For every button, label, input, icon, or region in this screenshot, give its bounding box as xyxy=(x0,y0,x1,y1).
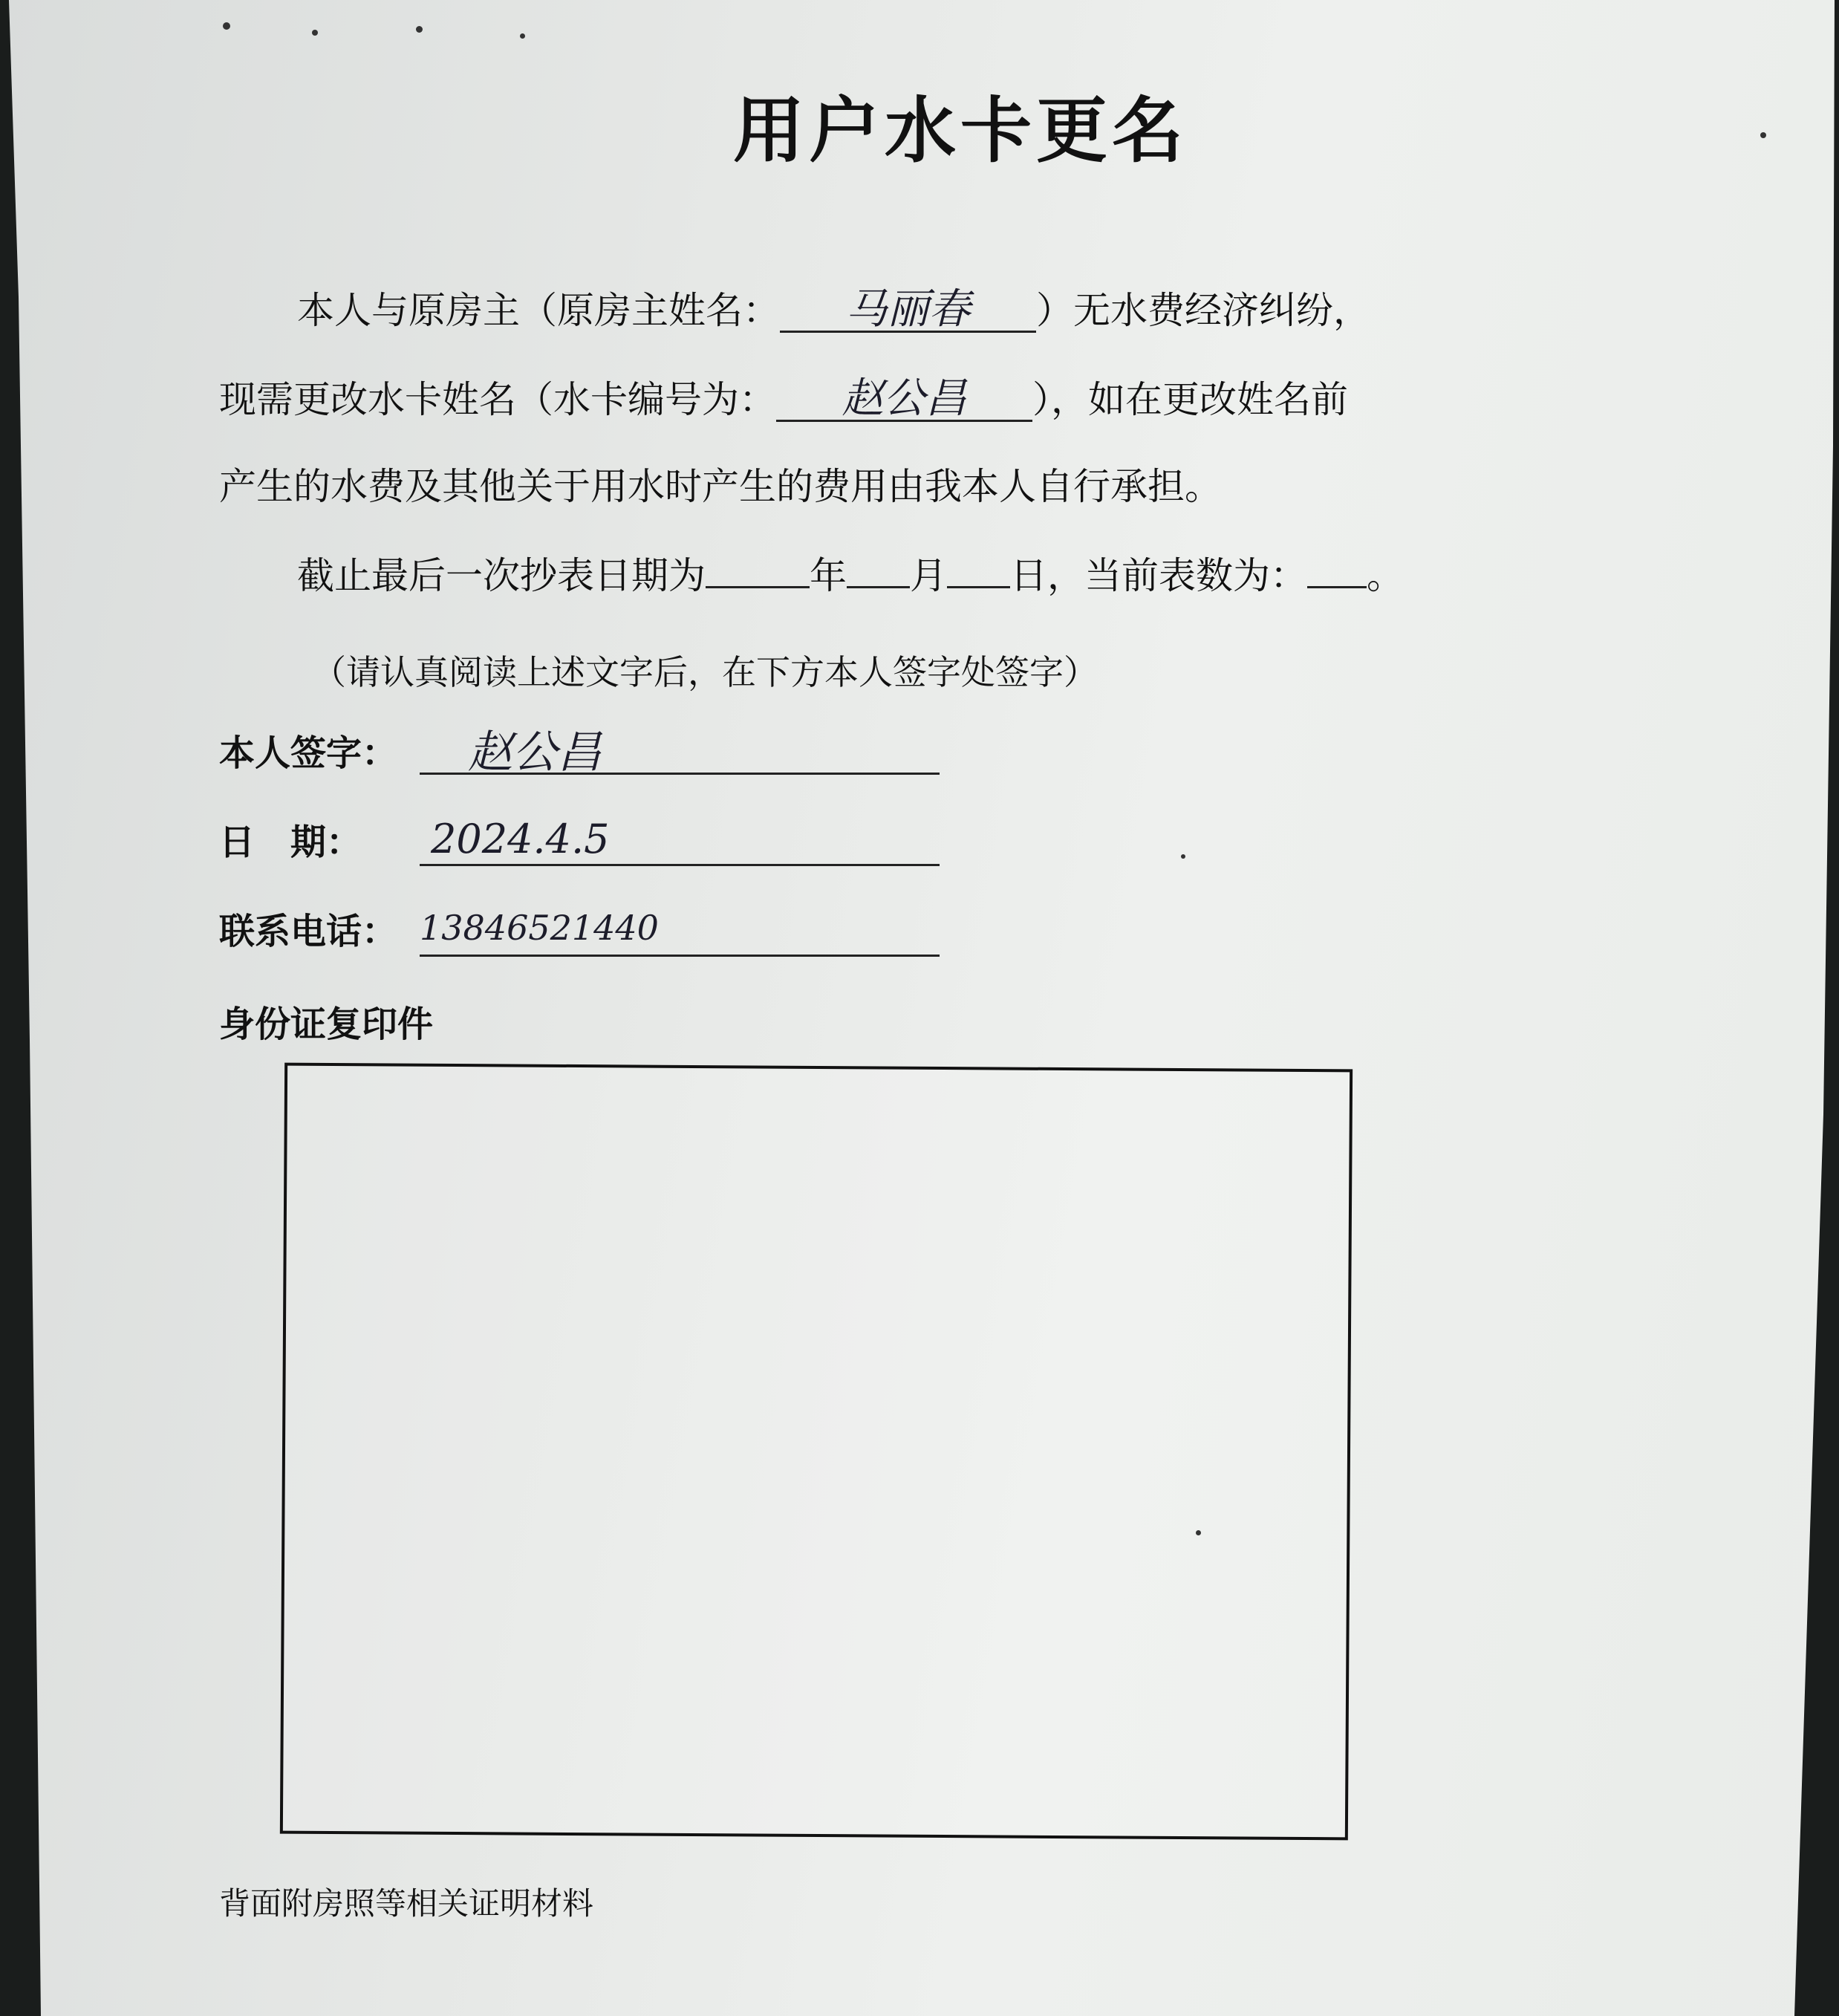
signature-value[interactable]: 赵公昌 xyxy=(468,726,602,778)
paragraph-1-line-2 xyxy=(219,374,1348,423)
text-before-owner: 本人与原房主（原房主姓名： xyxy=(297,289,780,332)
text-after-card: ），如在更改姓名前 xyxy=(1032,378,1348,421)
scan-speck xyxy=(1760,132,1766,138)
meter-day-blank[interactable] xyxy=(947,556,1010,588)
scan-speck xyxy=(1196,1530,1201,1535)
scan-speck xyxy=(1181,854,1185,859)
id-copy-box xyxy=(280,1063,1353,1841)
phone-line xyxy=(420,955,940,957)
scan-speck xyxy=(312,30,318,36)
meter-end: 。 xyxy=(1367,554,1404,597)
year-label: 年 xyxy=(810,554,847,597)
phone-label: 联系电话： xyxy=(219,911,398,952)
meter-month-blank[interactable] xyxy=(847,556,910,588)
date-line xyxy=(420,864,940,866)
paragraph-1-line-1 xyxy=(297,285,1370,334)
footer-note: 背面附房照等相关证明材料 xyxy=(219,1885,594,1922)
paragraph-1-line-3: 产生的水费及其他关于用水时产生的费用由我本人自行承担。 xyxy=(219,465,1222,508)
day-label: 日，当前表数为： xyxy=(1010,554,1307,597)
document-title: 用户水卡更名 xyxy=(733,89,1188,172)
reading-notice: （请认真阅读上述文字后，在下方本人签字处签字） xyxy=(312,652,1098,692)
meter-reading-blank[interactable] xyxy=(1307,556,1367,588)
id-copy-label: 身份证复印件 xyxy=(219,1004,434,1045)
card-number-field[interactable]: 赵公昌 xyxy=(776,378,1032,422)
owner-name-field[interactable]: 马丽春 xyxy=(780,289,1036,333)
meter-year-blank[interactable] xyxy=(706,556,810,588)
scan-speck xyxy=(416,26,423,33)
meter-reading-line xyxy=(297,553,1404,598)
signature-label: 本人签字： xyxy=(219,732,398,774)
phone-value[interactable]: 13846521440 xyxy=(420,908,659,948)
date-label: 日 期： xyxy=(219,822,362,863)
text-after-owner: ）无水费经济纠纷， xyxy=(1036,289,1370,332)
scan-speck xyxy=(520,33,525,39)
date-value[interactable]: 2024.4.5 xyxy=(431,816,610,862)
meter-date-prefix: 截止最后一次抄表日期为 xyxy=(297,554,706,597)
month-label: 月 xyxy=(910,554,947,597)
text-before-card: 现需更改水卡姓名（水卡编号为： xyxy=(219,378,776,421)
scan-speck xyxy=(223,22,230,30)
